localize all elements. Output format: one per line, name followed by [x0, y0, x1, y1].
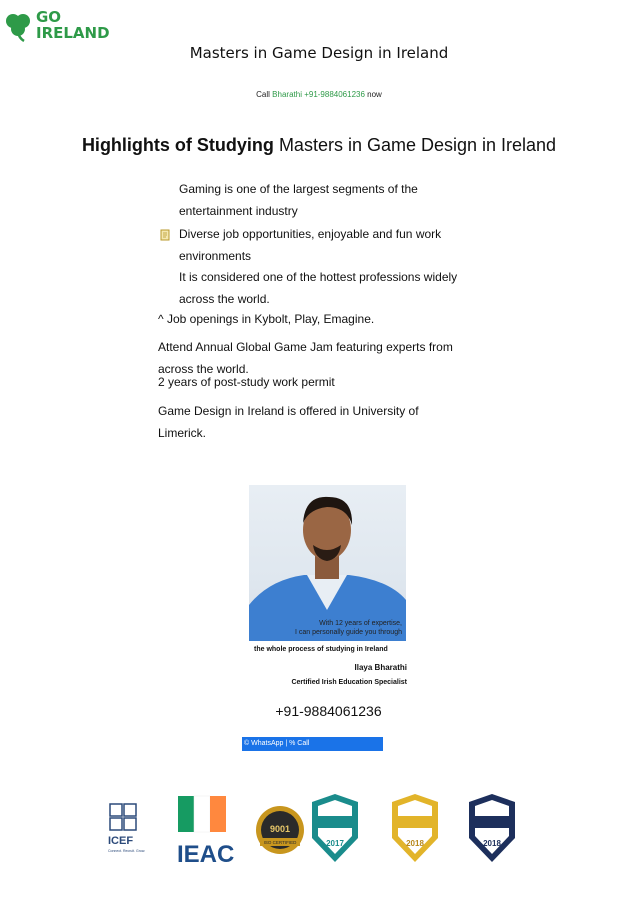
highlight-1-line-a: Gaming is one of the largest segments of the — [179, 182, 418, 196]
shamrock-icon — [2, 10, 34, 42]
ieac-logo — [177, 796, 234, 868]
photo-caption — [295, 619, 402, 637]
call-prefix: Call — [256, 90, 270, 99]
icef-text: ICEF — [108, 835, 134, 847]
highlight-1 — [179, 178, 418, 222]
award-year-2018-navy: 2018 — [483, 839, 501, 848]
consultant-name: Ilaya Bharathi — [354, 663, 407, 672]
iso-subtext: ISO CERTIFIED — [263, 840, 297, 845]
call-name-link[interactable]: Bharathi +91-9884061236 — [272, 90, 365, 99]
award-badge-2018-gold — [392, 794, 438, 862]
highlight-2 — [179, 223, 441, 267]
iso-number: 9001 — [269, 824, 291, 834]
section-heading — [0, 135, 638, 156]
award-year-2018-gold: 2018 — [406, 839, 424, 848]
accreditation-badges — [100, 790, 550, 870]
award-badge-2018-navy — [469, 794, 515, 862]
highlight-7 — [158, 400, 419, 444]
logo-text-go: GO — [36, 8, 62, 26]
iso-badge — [256, 806, 304, 854]
highlight-5-line-b: across the world. — [158, 362, 249, 376]
whatsapp-call-bar[interactable]: © WhatsApp | % Call — [242, 737, 383, 751]
highlight-7-line-b: Limerick. — [158, 426, 207, 440]
highlight-3-line-a: It is considered one of the hottest professions widely — [179, 270, 458, 284]
icef-subtext: Connect. Recruit. Grow. — [108, 849, 146, 853]
consultant-phone[interactable]: +91-9884061236 — [275, 703, 382, 719]
photo-caption-line-2: I can personally guide you through — [294, 629, 402, 636]
highlight-2-line-b: environments — [179, 249, 252, 263]
ieac-text: IEAC — [177, 841, 235, 868]
page-title: Masters in Game Design in Ireland — [189, 44, 449, 62]
consultant-portrait — [249, 485, 406, 641]
highlight-5-line-a: Attend Annual Global Game Jam featuring experts from — [158, 340, 453, 354]
call-suffix: now — [367, 90, 382, 99]
highlight-2-line-a: Diverse job opportunities, enjoyable and fun work — [179, 227, 442, 241]
highlight-3-line-b: across the world. — [179, 292, 270, 306]
document-icon — [160, 229, 171, 241]
icef-logo — [108, 804, 145, 853]
consultant-photo — [249, 485, 406, 641]
highlight-6: 2 years of post-study work permit — [158, 375, 335, 389]
heading-rest: Masters in Game Design in Ireland — [278, 135, 557, 155]
highlight-1-line-b: entertainment industry — [179, 204, 298, 218]
highlight-7-line-a: Game Design in Ireland is offered in University of — [158, 404, 419, 418]
heading-bold: Highlights of Studying — [81, 135, 274, 155]
award-badge-2017 — [312, 794, 358, 862]
logo-text-ireland: IRELAND — [36, 24, 110, 42]
award-year-2017: 2017 — [326, 839, 344, 848]
photo-caption-line-3: the whole process of studying in Ireland — [254, 646, 388, 653]
consultant-role: Certified Irish Education Specialist — [291, 679, 407, 686]
highlight-4: ^ Job openings in Kybolt, Play, Emagine. — [158, 312, 375, 326]
highlight-3 — [179, 266, 457, 310]
call-line — [0, 90, 638, 99]
photo-caption-line-1: With 12 years of expertise, — [319, 620, 402, 627]
go-ireland-logo[interactable] — [2, 8, 112, 44]
